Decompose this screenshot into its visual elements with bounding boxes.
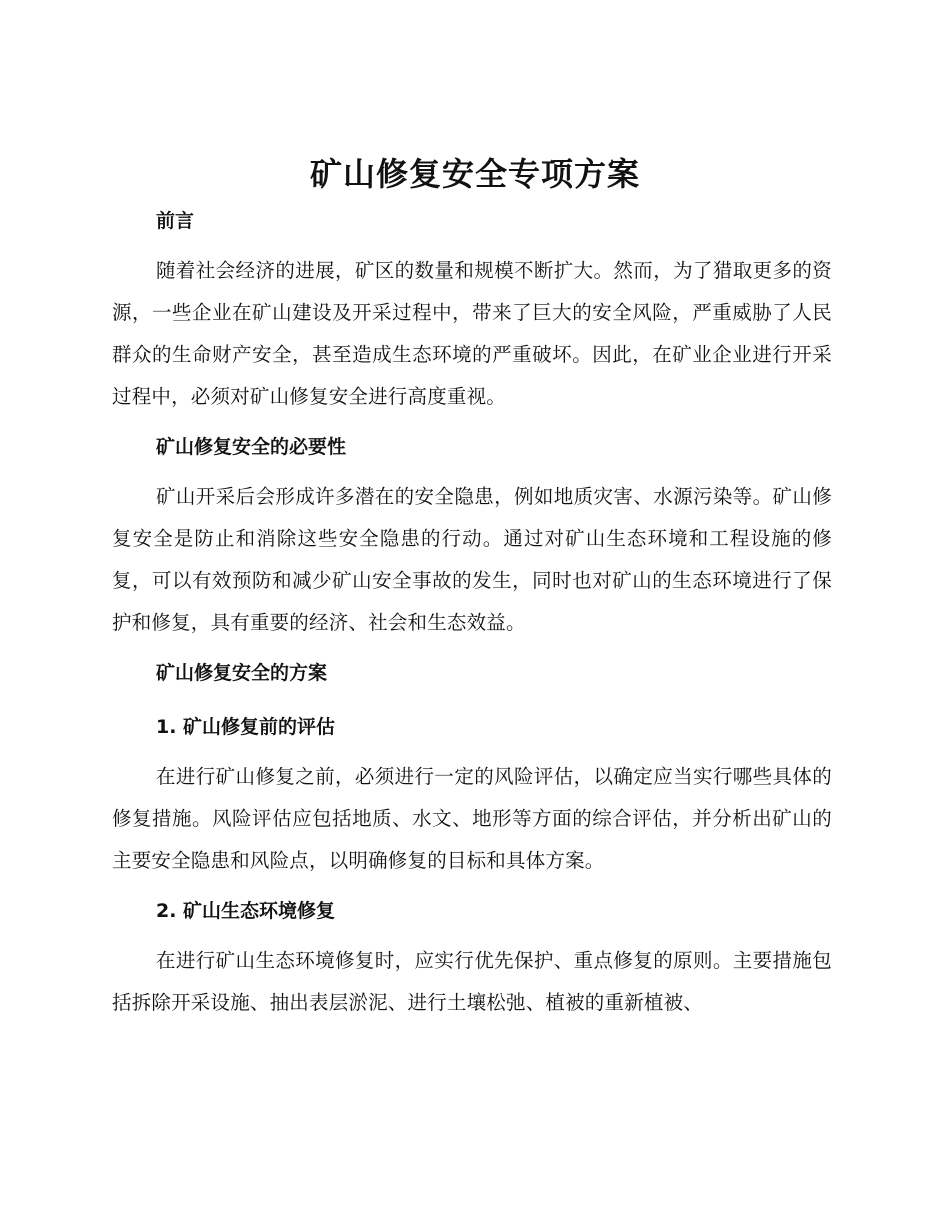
- paragraph-necessity: 矿山开采后会形成许多潜在的安全隐患，例如地质灾害、水源污染等。矿山修复安全是防止和消除这些安全隐患的行动。通过对矿山生态环境和工程设施的修复，可以有效预防和减少矿山安全事故的发生，同时也对矿山的生态环境进行了保护和修复，具有重要的经济、社会和生态效益。: [112, 485, 832, 634]
- document-body: [112, 196, 832, 1028]
- document-title: 矿山修复安全专项方案: [309, 155, 640, 193]
- section-heading-plan: 矿山修复安全的方案: [156, 662, 328, 684]
- paragraph-preface: 随着社会经济的进展，矿区的数量和规模不断扩大。然而，为了猎取更多的资源，一些企业在矿山建设及开采过程中，带来了巨大的安全风险，严重威胁了人民群众的生命财产安全，甚至造成生态环境的严重破坏。因此，在矿业企业进行开采过程中，必须对矿山修复安全进行高度重视。: [112, 259, 832, 408]
- paragraph-ecology: 在进行矿山生态环境修复时，应实行优先保护、重点修复的原则。主要措施包括拆除开采设施、抽出表层淤泥、进行土壤松弛、植被的重新植被、: [112, 949, 832, 1014]
- section-heading-ecology: 2. 矿山生态环境修复: [156, 900, 336, 922]
- paragraph-assessment: 在进行矿山修复之前，必须进行一定的风险评估，以确定应当实行哪些具体的修复措施。风险评估应包括地质、水文、地形等方面的综合评估，并分析出矿山的主要安全隐患和风险点，以明确修复的目标和具体方案。: [112, 765, 832, 872]
- section-heading-assessment: 1. 矿山修复前的评估: [156, 716, 336, 738]
- section-heading-necessity: 矿山修复安全的必要性: [156, 436, 347, 458]
- section-heading-preface: 前言: [156, 210, 195, 232]
